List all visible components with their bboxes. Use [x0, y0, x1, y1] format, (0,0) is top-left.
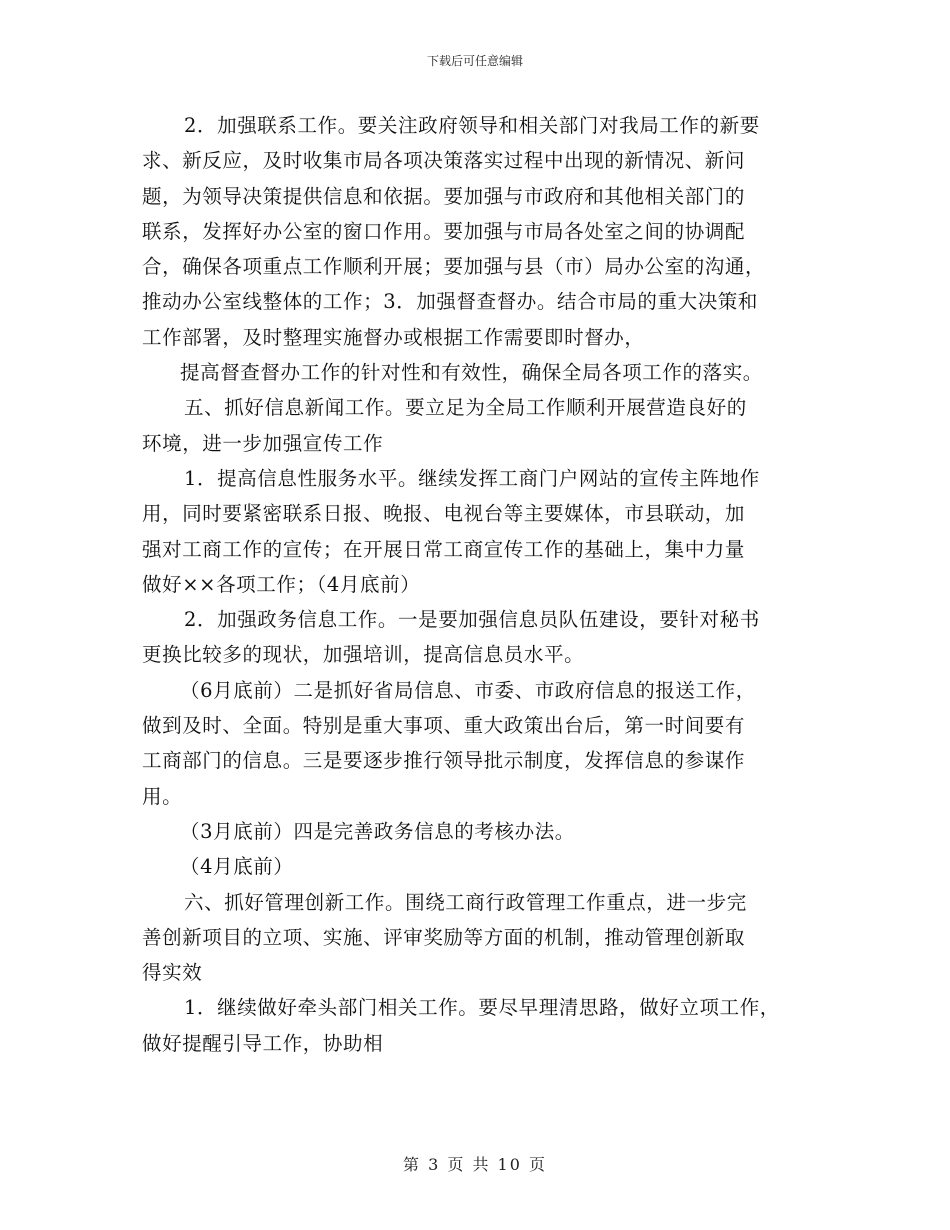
paragraph-liaison-work	[142, 108, 810, 355]
text-line: 用。	[142, 784, 183, 808]
text-line: 善创新项目的立项、实施、评审奖励等方面的机制，推动管理创新取	[142, 925, 746, 949]
paragraph-government-info	[142, 602, 810, 673]
page-number-footer: 第 3 页 共 10 页	[403, 1155, 547, 1174]
text-line: 提高督查督办工作的针对性和有效性，确保全局各项工作的落实。	[180, 361, 763, 385]
text-line: 做到及时、全面。特别是重大事项、重大政策出台后，第一时间要有	[142, 714, 746, 738]
text-line: 做好××各项工作；（4月底前）	[142, 572, 421, 596]
paragraph-section-five	[142, 390, 810, 461]
text-line: 做好提醒引导工作，协助相	[142, 1031, 384, 1055]
text-line: 得实效	[142, 961, 203, 985]
paragraph-service-level	[142, 461, 810, 602]
paragraph-reporting	[142, 673, 810, 814]
text-line: 推动办公室线整体的工作；3．加强督查督办。结合市局的重大决策和	[142, 290, 759, 314]
text-line: 环境，进一步加强宣传工作	[142, 431, 384, 455]
paragraph-section-six	[142, 885, 810, 991]
text-line: （6月底前）二是抓好省局信息、市委、市政府信息的报送工作，	[180, 678, 756, 702]
text-line: 1．继续做好牵头部门相关工作。要尽早理清思路，做好立项工作，	[184, 996, 780, 1020]
text-line: 联系，发挥好办公室的窗口作用。要加强与市局各处室之间的协调配	[142, 219, 746, 243]
paragraph-lead-department	[142, 990, 810, 1061]
text-line: 六、抓好管理创新工作。围绕工商行政管理工作重点，进一步完	[184, 890, 747, 914]
text-line: 工商部门的信息。三是要逐步推行领导批示制度，发挥信息的参谋作	[142, 749, 746, 773]
text-line: （3月底前）四是完善政务信息的考核办法。	[180, 819, 575, 843]
paragraph-supervision	[142, 355, 810, 390]
text-line: （4月底前）	[180, 855, 294, 879]
paragraph-deadline	[142, 849, 810, 884]
text-line: 合，确保各项重点工作顺利开展；要加强与县（市）局办公室的沟通，	[142, 255, 766, 279]
text-line: 五、抓好信息新闻工作。要立足为全局工作顺利开展营造良好的	[184, 396, 747, 420]
text-line: 1．提高信息性服务水平。继续发挥工商门户网站的宣传主阵地作	[184, 466, 760, 490]
text-line: 题，为领导决策提供信息和依据。要加强与市政府和其他相关部门的	[142, 184, 746, 208]
text-line: 更换比较多的现状，加强培训，提高信息员水平。	[142, 643, 585, 667]
text-line: 强对工商工作的宣传；在开展日常工商宣传工作的基础上，集中力量	[142, 537, 746, 561]
document-body	[142, 108, 810, 1061]
paragraph-assessment	[142, 814, 810, 849]
text-line: 工作部署，及时整理实施督办或根据工作需要即时督办，	[142, 325, 645, 349]
text-line: 用，同时要紧密联系日报、晚报、电视台等主要媒体，市县联动，加	[142, 502, 746, 526]
page-header-note: 下载后可任意编辑	[426, 54, 523, 68]
text-line: 2．加强联系工作。要关注政府领导和相关部门对我局工作的新要	[184, 114, 760, 137]
text-line: 2．加强政务信息工作。一是要加强信息员队伍建设，要针对秘书	[184, 608, 760, 632]
text-line: 求、新反应，及时收集市局各项决策落实过程中出现的新情况、新问	[142, 149, 746, 173]
